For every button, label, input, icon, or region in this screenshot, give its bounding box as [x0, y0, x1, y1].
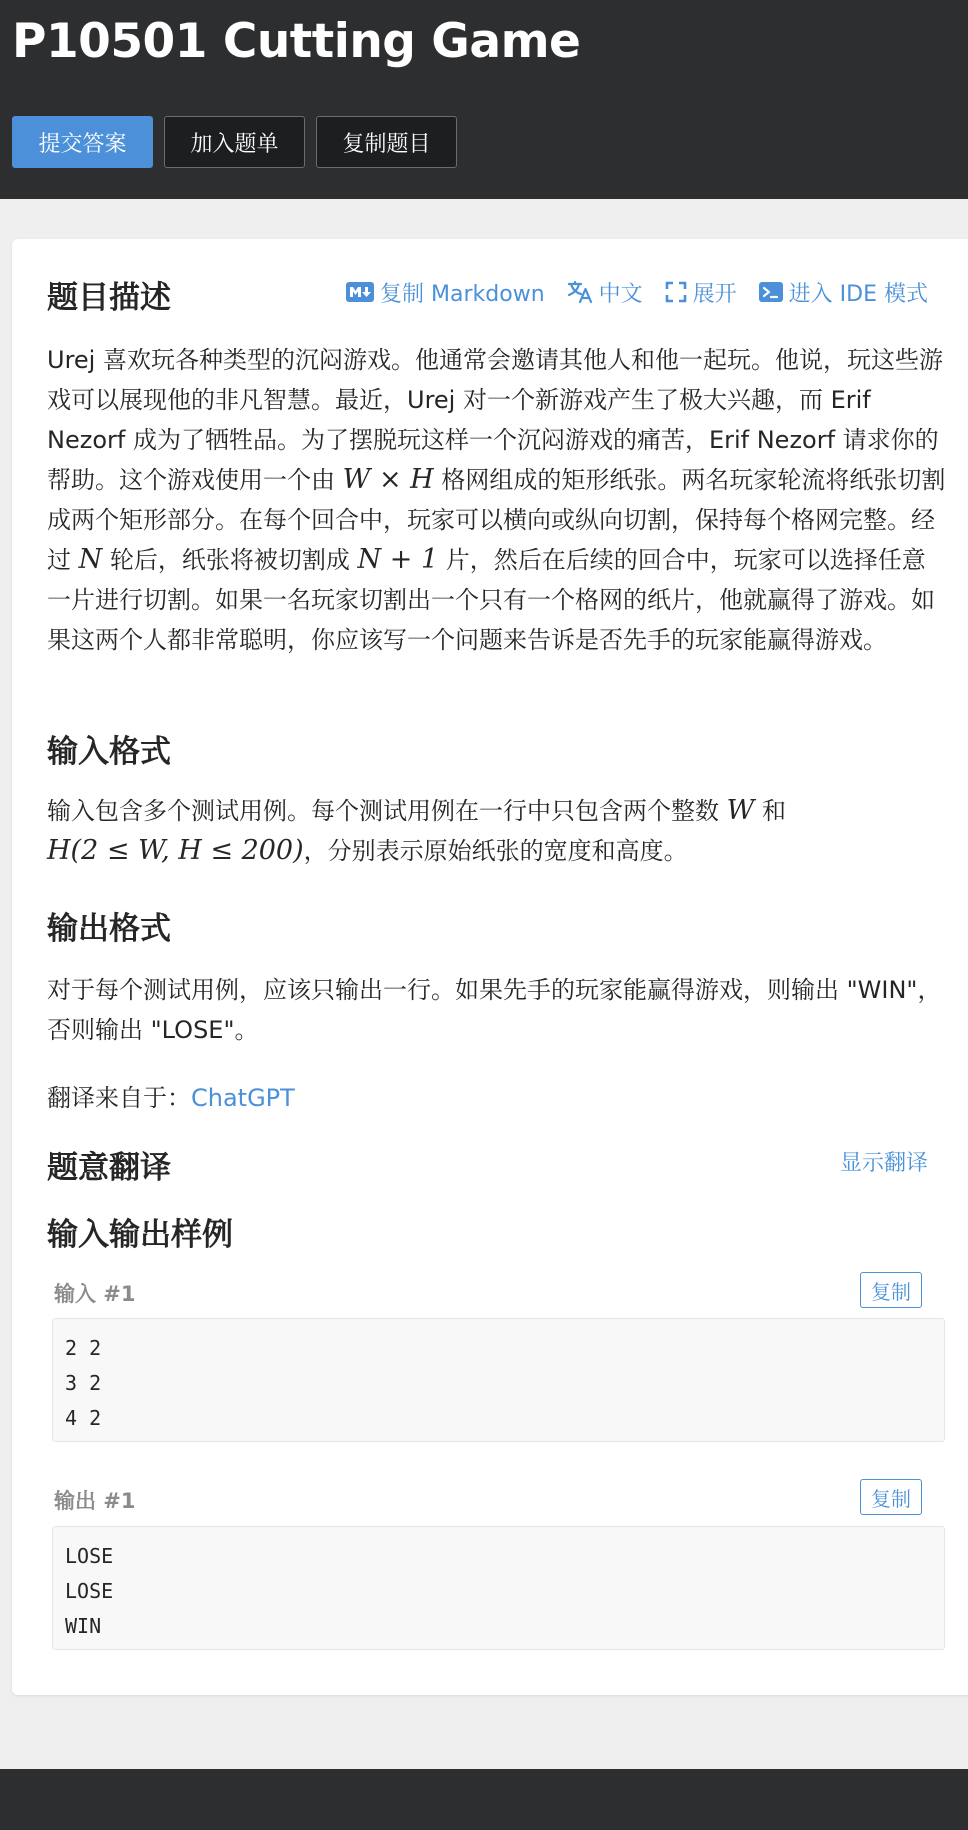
input-format-text-part: 和 — [754, 797, 787, 825]
show-translation-button[interactable]: 显示翻译 — [839, 1151, 928, 1176]
math-w: W — [726, 795, 755, 826]
sample-output-label: 输出 #1 — [54, 1489, 136, 1513]
copy-input-button[interactable]: 复制 — [860, 1272, 922, 1308]
input-format-heading: 输入格式 — [47, 734, 171, 770]
expand-icon — [665, 281, 687, 303]
problem-card — [12, 239, 968, 1695]
math-constraint: H(2 ≤ W, H ≤ 200) — [47, 835, 304, 866]
translation-source-label: 翻译来自于： — [47, 1084, 191, 1112]
terminal-icon — [759, 282, 783, 302]
description-heading: 题目描述 — [47, 280, 171, 316]
ide-mode-button[interactable] — [759, 277, 928, 308]
copy-problem-button[interactable]: 复制题目 — [316, 116, 457, 168]
description-text-part: 格网组成的矩形纸张。两名玩家轮流将纸张切割成两个矩形部分。在每个回合中，玩家可以横向或纵向切割，保持每个格网完整。经过 — [47, 466, 946, 574]
math-n: N — [78, 544, 103, 575]
ide-mode-label: 进入 IDE 模式 — [788, 281, 928, 307]
output-format-text: 对于每个测试用例，应该只输出一行。如果先手的玩家能赢得游戏，则输出 "WIN"，否则输出 "LOSE"。 — [47, 976, 942, 1044]
language-label: 中文 — [598, 281, 643, 307]
copy-markdown-button[interactable] — [346, 277, 545, 308]
top-header — [0, 0, 968, 199]
problem-toolbar — [346, 277, 928, 307]
expand-label: 展开 — [692, 281, 737, 307]
sample-input-label: 输入 #1 — [54, 1282, 136, 1306]
translation-source — [47, 1078, 947, 1118]
problem-title: P10501 Cutting Game — [12, 14, 581, 69]
math-w-times-h: W × H — [342, 464, 434, 495]
sample-input-box[interactable]: 2 2 3 2 4 2 — [52, 1318, 945, 1442]
description-text-part: Urej 喜欢玩各种类型的沉闷游戏。他通常会邀请其他人和他一起玩。他说，玩这些游戏可以展现他的非凡智慧。最近，Urej 对一个新游戏产生了极大兴趣，而 Erif Nezorf 成为了牺牲品。为了摆脱玩这样一个沉闷游戏的痛苦，Erif Nezorf 请求你的帮助。这个游戏使用一个由 — [47, 346, 943, 494]
markdown-icon — [346, 282, 374, 302]
sample-output-box[interactable]: LOSE LOSE WIN — [52, 1526, 945, 1650]
description-text-part: 片，然后在后续的回合中，玩家可以选择任意一片进行切割。如果一名玩家切割出一个只有一个格网的纸片，他就赢得了游戏。如果这两个人都非常聪明，你应该写一个问题来告诉是否先手的玩家能赢得游戏。 — [47, 546, 935, 654]
add-to-list-button[interactable]: 加入题单 — [164, 116, 305, 168]
translation-heading: 题意翻译 — [47, 1150, 171, 1186]
input-format-text-part: ，分别表示原始纸张的宽度和高度。 — [303, 837, 688, 865]
description-text — [47, 340, 947, 660]
page-footer — [0, 1769, 968, 1830]
samples-heading: 输入输出样例 — [47, 1217, 233, 1253]
expand-button[interactable] — [665, 277, 737, 308]
input-format-text — [47, 791, 947, 871]
copy-markdown-label: 复制 Markdown — [380, 281, 545, 307]
translation-source-link[interactable]: ChatGPT — [191, 1084, 295, 1112]
submit-answer-button[interactable]: 提交答案 — [12, 116, 153, 168]
input-format-text-part: 输入包含多个测试用例。每个测试用例在一行中只包含两个整数 — [47, 797, 727, 825]
math-n-plus-1: N + 1 — [357, 544, 439, 575]
description-text-part: 轮后，纸张将被切割成 — [102, 546, 358, 574]
translate-icon — [567, 280, 593, 304]
output-format-heading: 输出格式 — [47, 911, 171, 947]
copy-output-button[interactable]: 复制 — [860, 1479, 922, 1515]
language-toggle[interactable] — [567, 277, 643, 308]
